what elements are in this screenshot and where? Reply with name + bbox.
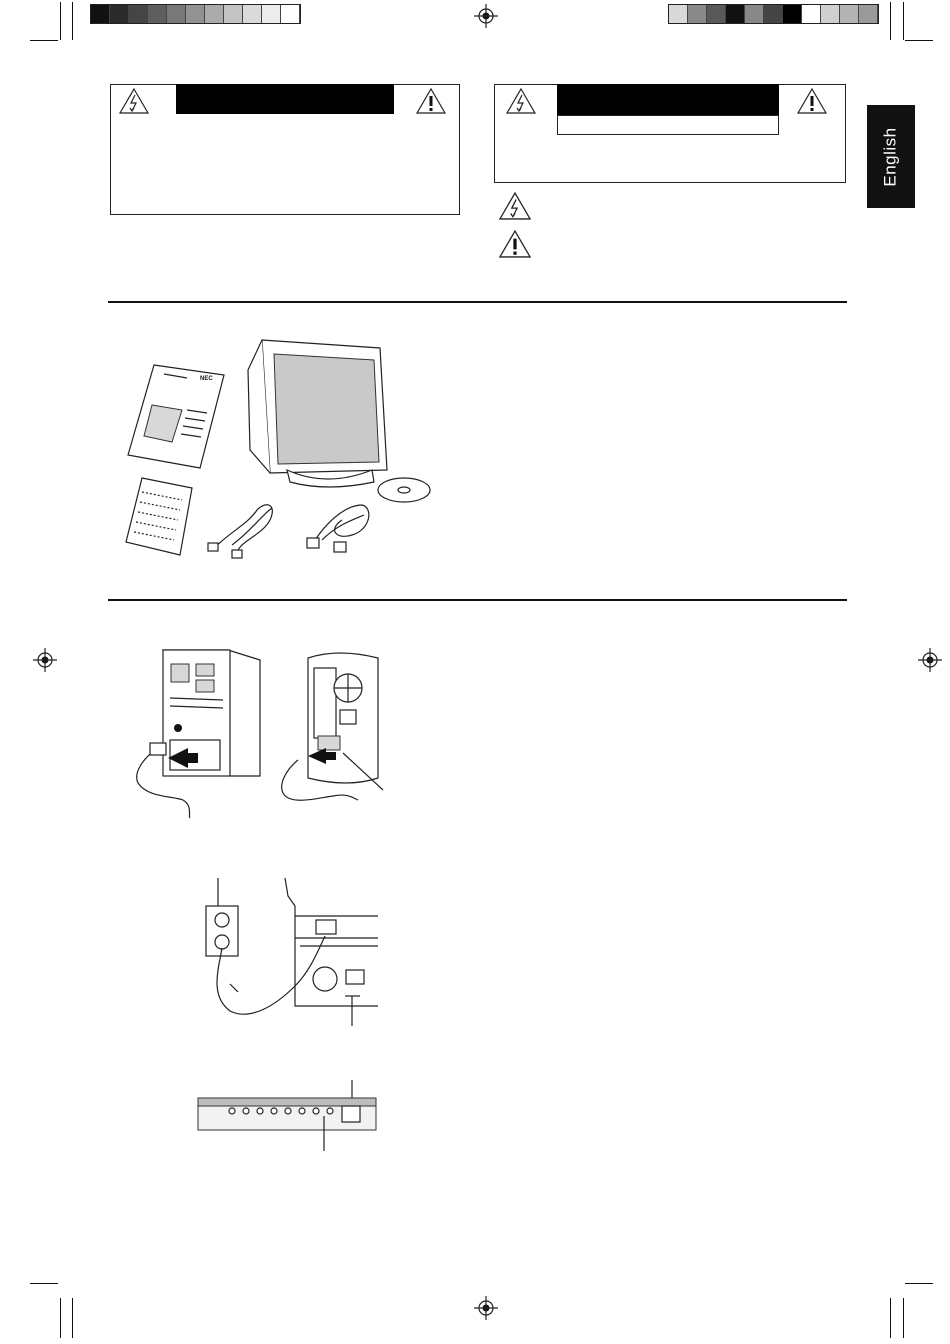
- color-swatch: [110, 5, 129, 23]
- crop-mark: [30, 40, 58, 41]
- quick-reference-sheet-illustration: [126, 478, 192, 555]
- color-swatch: [764, 5, 783, 23]
- color-swatch: [167, 5, 186, 23]
- color-swatch: [783, 5, 802, 23]
- crop-mark: [903, 1298, 904, 1338]
- signal-cable-illustration: [307, 505, 369, 552]
- pc-connection-illustration: [128, 648, 268, 818]
- color-swatch: [745, 5, 764, 23]
- svg-text:NEC: NEC: [200, 376, 213, 382]
- lightning-warning-icon: [119, 88, 149, 114]
- registration-mark: [474, 1296, 498, 1320]
- registration-mark: [474, 4, 498, 28]
- crop-mark: [60, 1298, 61, 1338]
- language-tab: [867, 105, 915, 208]
- crop-mark: [905, 40, 933, 41]
- user-manual-illustration: [128, 365, 224, 468]
- caution-heading-bar: [557, 84, 779, 115]
- caution-subheading-box: [557, 115, 779, 135]
- exclamation-warning-icon: [416, 88, 446, 114]
- crop-mark: [890, 2, 891, 40]
- exclamation-warning-icon: [498, 230, 532, 258]
- crop-mark: [72, 2, 73, 40]
- color-swatch: [262, 5, 281, 23]
- power-connection-illustration: [200, 876, 390, 1036]
- crop-mark: [30, 1283, 58, 1284]
- crop-mark: [905, 1283, 933, 1284]
- registration-mark: [918, 648, 942, 672]
- color-swatch: [726, 5, 745, 23]
- lightning-warning-icon: [498, 192, 532, 220]
- color-swatch: [802, 5, 821, 23]
- right-color-calibration-bar: [668, 4, 879, 24]
- color-swatch: [129, 5, 148, 23]
- cd-rom-illustration: [378, 478, 430, 502]
- section-divider: [108, 301, 847, 303]
- color-swatch: [186, 5, 205, 23]
- package-contents-illustration: [112, 330, 442, 570]
- front-control-panel-illustration: [196, 1076, 386, 1156]
- color-swatch: [243, 5, 262, 23]
- color-swatch: [688, 5, 707, 23]
- crt-monitor-illustration: [248, 340, 387, 487]
- power-cord-illustration: [208, 505, 272, 558]
- warning-heading-bar: [176, 84, 394, 114]
- crop-mark: [60, 2, 61, 40]
- crop-mark: [72, 1298, 73, 1338]
- color-swatch: [281, 5, 300, 23]
- lightning-warning-icon: [506, 88, 536, 114]
- mac-connection-illustration: [278, 648, 398, 818]
- color-swatch: [840, 5, 859, 23]
- color-swatch: [859, 5, 878, 23]
- color-swatch: [91, 5, 110, 23]
- color-swatch: [821, 5, 840, 23]
- section-divider: [108, 599, 847, 601]
- registration-mark: [33, 648, 57, 672]
- language-tab-label: English: [881, 126, 901, 187]
- left-color-calibration-bar: [90, 4, 301, 24]
- color-swatch: [669, 5, 688, 23]
- exclamation-warning-icon: [797, 88, 827, 114]
- crop-mark: [890, 1298, 891, 1338]
- color-swatch: [224, 5, 243, 23]
- color-swatch: [148, 5, 167, 23]
- crop-mark: [903, 2, 904, 40]
- color-swatch: [707, 5, 726, 23]
- color-swatch: [205, 5, 224, 23]
